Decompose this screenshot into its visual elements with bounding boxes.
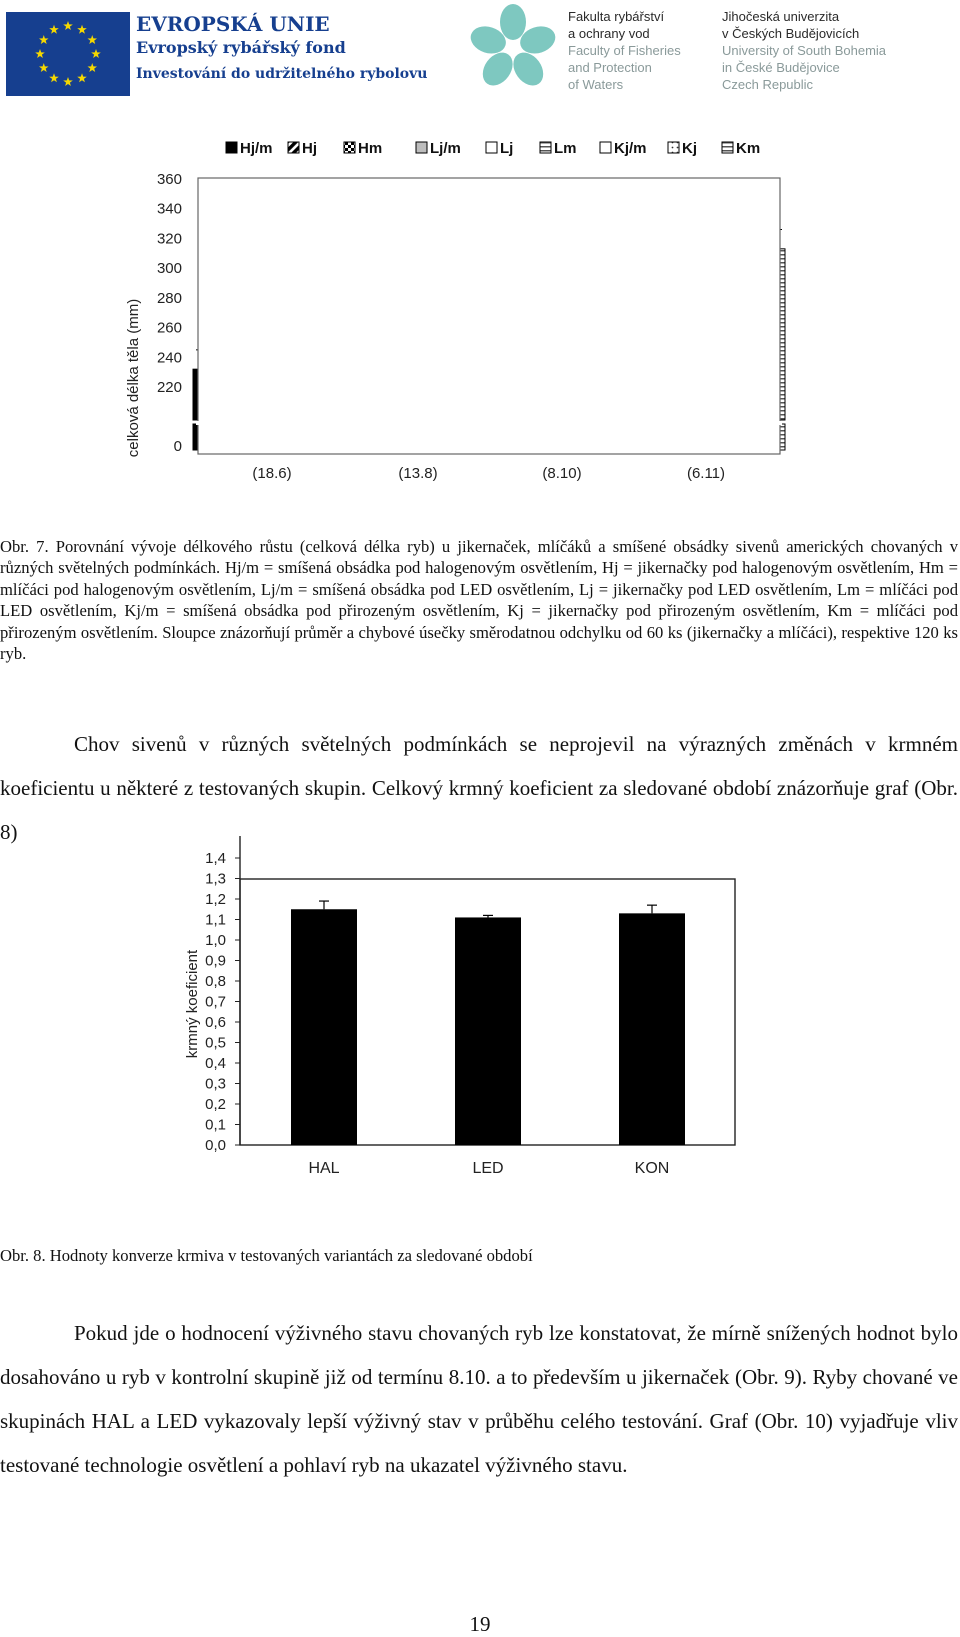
bar-hal (291, 909, 357, 1145)
y-tick-label: 280 (156, 289, 182, 307)
faculty-line: and Protection (568, 60, 652, 75)
figure-7-caption: Obr. 7. Porovnání vývoje délkového růstu (celková délka ryb) u jikernaček, mlíčáků a smíšené obsádky sivenů amerických chovaných v různých světelných podmínkách. Hj/m = smíšená obsádka pod halogenovým osvětlením, Hj = jikernačky pod halogenovým osvětlením, Hm = mlíčáci pod halogenovým osvětlením, Lj/m = smíšená obsádka pod LED osvětlením, Lj = jikernačky pod LED osvětlením, Lm = mlíčáci pod LED osvětlením, Kj/m = smíšená obsádka pod přirozeným osvětlením, Kj = jikernačky pod přirozeným osvětlením, Km = mlíčáci pod přirozeným osvětlením. Sloupce znázorňují průměr a chybové úsečky směrodatnou odchylku od 60 ks (jikernačky a mlíčáci), respektive 120 ks ryb. (0, 537, 958, 664)
y-tick-label: 320 (156, 230, 182, 248)
star-icon (63, 21, 73, 30)
star-icon (91, 49, 101, 58)
y-tick-label: 0,4 (205, 1055, 226, 1072)
chart1-frame (198, 178, 780, 454)
eu-fund-logo (132, 12, 432, 96)
star-icon (88, 35, 98, 44)
y-tick-label: 1,3 (205, 870, 226, 888)
university-logo-text (722, 8, 886, 93)
y-tick-label: 0,8 (205, 973, 226, 990)
x-tick-label: KON (634, 1160, 670, 1177)
faculty-line: of Waters (568, 77, 624, 92)
chart2-ylabel: krmný koeficient (184, 949, 201, 1059)
y-tick-label: 1,0 (205, 932, 226, 949)
faculty-logo-text (568, 8, 681, 93)
university-line: in České Budějovice (722, 60, 840, 75)
y-tick-label: 0,1 (205, 1116, 226, 1134)
paragraph-2 (0, 1311, 958, 1487)
flower-logo-icon (472, 2, 554, 94)
legend-swatch (668, 142, 679, 153)
university-line: University of South Bohemia (722, 43, 887, 58)
x-tick-label: LED (472, 1160, 504, 1177)
paragraph-2-text: Pokud jde o hodnocení výživného stavu chovaných ryb lze konstatovat, že mírně snížených hodnot bylo dosahováno u ryb v kontrolní skupině již od termínu 8.10. a to především u jikernaček (Obr. 9). Ryby chované ve skupinách HAL a LED vykazovaly lepší výživný stav v průběhu celého testování. Graf (Obr. 10) vyjadřuje vliv testované technologie osvětlení a pohlaví ryb na ukazatel výživného stavu. (0, 1321, 958, 1477)
bar-kon (619, 913, 685, 1145)
faculty-line: a ochrany vod (568, 26, 650, 41)
legend-swatch (226, 142, 237, 153)
axis-break (196, 421, 782, 425)
eu-stars-icon (6, 12, 130, 96)
y-tick-label: 0,6 (205, 1014, 226, 1031)
x-tick-label: (18.6) (252, 465, 292, 482)
chart1-axes (157, 171, 782, 482)
star-icon (63, 77, 73, 86)
x-tick-label: (13.8) (398, 465, 438, 482)
x-tick-label: (6.11) (686, 465, 726, 482)
chart2-bars (291, 901, 685, 1145)
y-tick-label: 220 (156, 379, 182, 396)
eu-line-3: Investování do udržitelného rybolovu (136, 66, 428, 82)
star-icon (49, 73, 59, 82)
eu-flag-logo (6, 12, 130, 96)
y-tick-label: 0,3 (205, 1075, 226, 1093)
y-tick-label: 1,2 (205, 891, 226, 908)
legend-label: Kj/m (614, 140, 647, 157)
page-number: 19 (469, 1612, 491, 1636)
chart1-ylabel: celková délka těla (mm) (125, 298, 142, 458)
faculty-line: Fakulta rybářství (568, 9, 665, 24)
y-tick-label: 0,7 (205, 993, 226, 1011)
paragraph-1-text: Chov sivenů v různých světelných podmínkách se neprojevil na výrazných změnách v krmném koeficientu u některé z testovaných skupin. Celkový krmný koeficient za sledované období znázorňuje graf (Obr. 8) (0, 732, 958, 844)
star-icon (39, 35, 49, 44)
y-tick-label: 0,5 (205, 1034, 226, 1052)
star-icon (88, 63, 98, 72)
star-icon (77, 73, 87, 82)
legend-swatch (540, 142, 551, 153)
y-tick-label: 260 (156, 319, 182, 337)
legend-label: Hm (358, 140, 383, 157)
eu-line-1: EVROPSKÁ UNIE (136, 12, 330, 36)
y-tick-label: 0 (173, 438, 182, 455)
chart1-legend (226, 140, 760, 157)
y-tick-label: 0,9 (205, 952, 226, 970)
legend-swatch (344, 142, 355, 153)
legend-swatch (288, 142, 299, 153)
faculty-line: Faculty of Fisheries (568, 43, 681, 58)
star-icon (39, 63, 49, 72)
y-tick-label: 0,2 (205, 1096, 226, 1113)
star-icon (49, 25, 59, 34)
y-tick-label: 300 (156, 260, 182, 278)
y-tick-label: 240 (156, 349, 182, 367)
university-line: Czech Republic (722, 77, 814, 92)
legend-label: Km (736, 140, 761, 157)
legend-label: Lj (500, 140, 514, 157)
feed-conversion-bar-chart (0, 850, 960, 1234)
y-tick-label: 1,4 (205, 850, 226, 867)
y-tick-label: 360 (156, 171, 182, 188)
y-tick-label: 340 (156, 200, 182, 218)
page-header (0, 0, 960, 100)
star-icon (35, 49, 45, 58)
university-line: v Českých Budějovicích (722, 26, 860, 41)
x-tick-label: HAL (308, 1160, 340, 1177)
legend-label: Hj (302, 140, 317, 157)
legend-swatch (416, 142, 427, 153)
legend-label: Kj (682, 140, 697, 157)
figure-7-chart (0, 130, 960, 510)
university-line: Jihočeská univerzita (722, 9, 840, 24)
star-icon (77, 25, 87, 34)
x-tick-label: (8.10) (542, 465, 582, 482)
figure-8-chart (0, 850, 960, 1234)
figure-8-caption: Obr. 8. Hodnoty konverze krmiva v testovaných variantách za sledované období (0, 1246, 533, 1265)
paragraph-1 (0, 722, 958, 854)
legend-label: Lm (554, 140, 577, 157)
eu-line-2: Evropský rybářský fond (136, 38, 346, 57)
bar-led (455, 917, 521, 1145)
legend-swatch (486, 142, 497, 153)
legend-swatch (600, 142, 611, 153)
growth-bar-chart (0, 130, 960, 510)
y-tick-label: 1,1 (205, 911, 226, 929)
legend-label: Hj/m (240, 140, 273, 157)
legend-swatch (722, 142, 733, 153)
y-tick-label: 0,0 (205, 1137, 226, 1154)
legend-label: Lj/m (430, 140, 461, 157)
